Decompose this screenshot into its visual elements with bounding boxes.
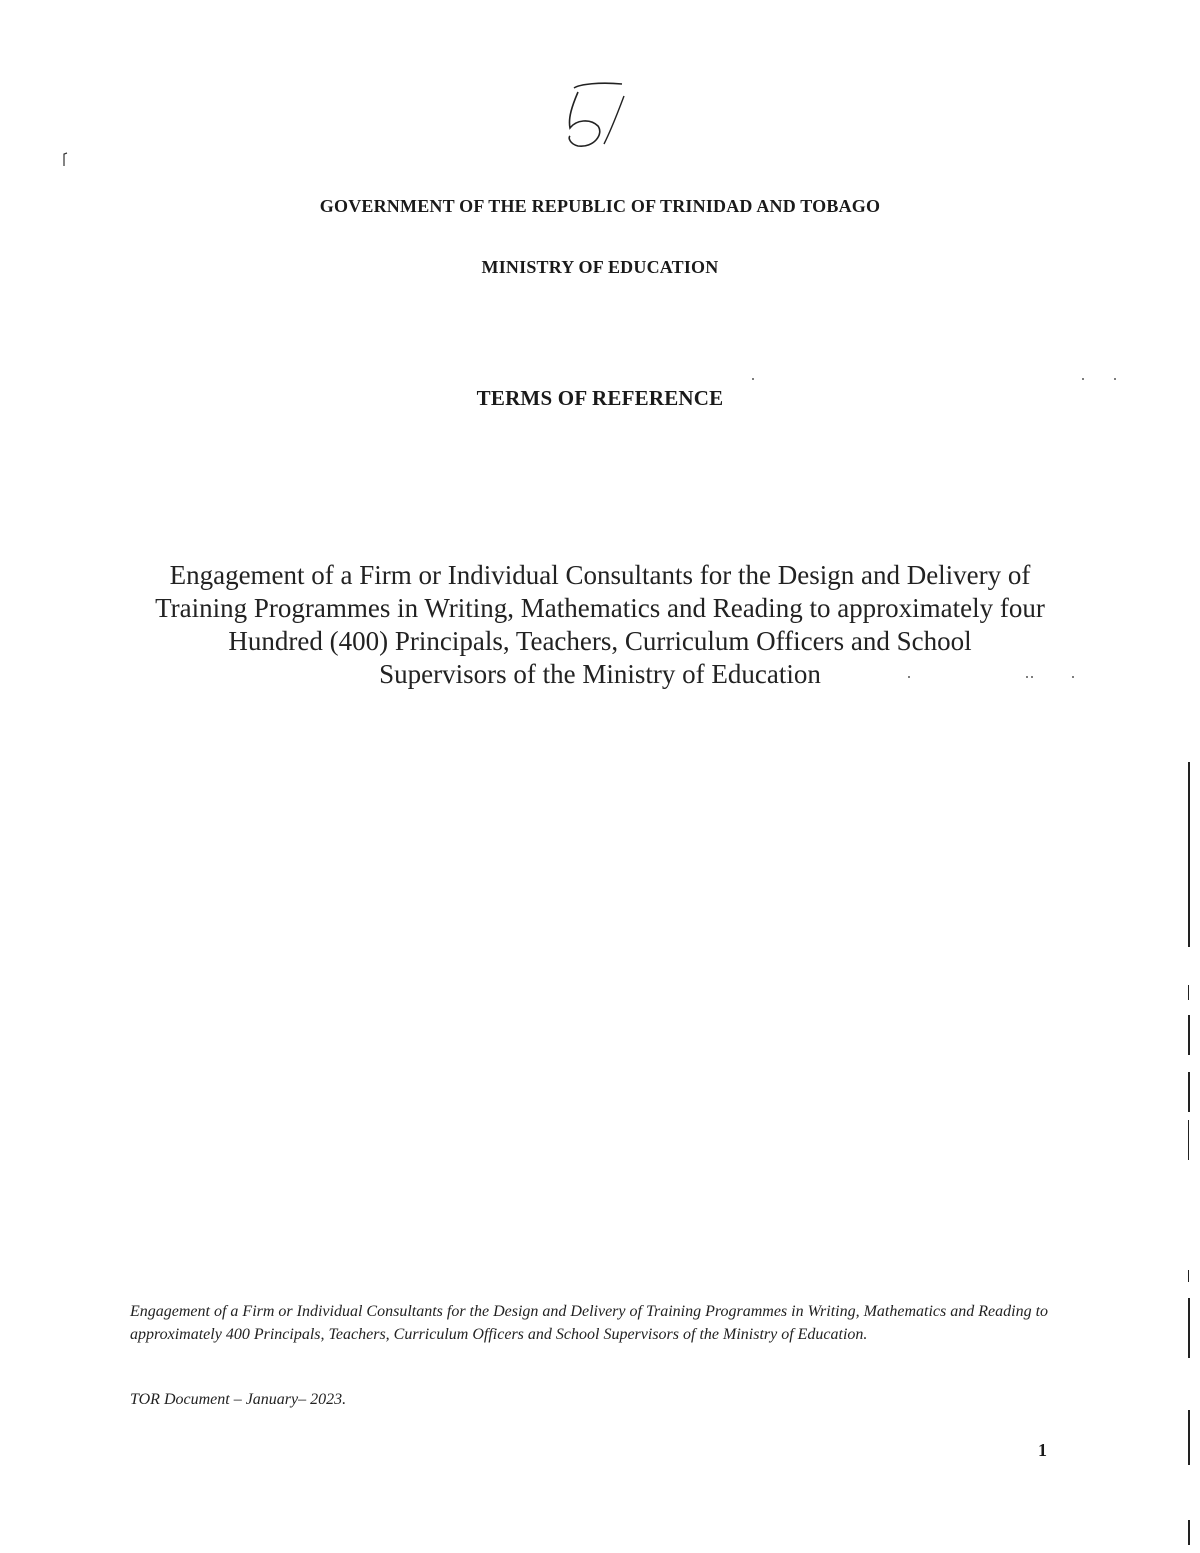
government-heading: GOVERNMENT OF THE REPUBLIC OF TRINIDAD AND TOBAGO: [319, 196, 881, 216]
scan-speck: [752, 378, 754, 380]
scan-edge-line: [1188, 1298, 1190, 1358]
scan-edge-line: [1188, 1015, 1190, 1055]
scan-speck: [1114, 378, 1116, 380]
scan-edge-line: [1188, 1120, 1189, 1160]
scan-edge-line: [1188, 1072, 1190, 1112]
scan-edge-line: [1188, 985, 1189, 1000]
scan-edge-line: [1188, 1520, 1190, 1545]
terms-of-reference-heading: TERMS OF REFERENCE: [476, 386, 724, 410]
scan-speck: [1031, 676, 1033, 678]
footer-description: Engagement of a Firm or Individual Consultants for the Design and Delivery of Training Programmes in Writing, Mathematics and Reading to approximately 400 Principals, Teachers, Curriculum Officers and School Supervisors of the Ministry of Education.: [130, 1303, 1049, 1343]
stray-scan-mark: [62, 150, 70, 168]
document-title: [120, 559, 1080, 691]
footer-document-reference: TOR Document – January– 2023.: [130, 1391, 347, 1408]
page-number: 1: [1038, 1440, 1047, 1460]
scan-speck: [1026, 676, 1028, 678]
handwritten-number-mark: [560, 78, 632, 156]
scan-speck: [1082, 378, 1084, 380]
title-line: Hundred (400) Principals, Teachers, Curriculum Officers and School: [228, 626, 972, 656]
title-line: Supervisors of the Ministry of Education: [379, 659, 821, 689]
scan-edge-line: [1188, 1410, 1190, 1465]
scan-edge-line: [1188, 762, 1190, 947]
title-line: Engagement of a Firm or Individual Consultants for the Design and Delivery of: [169, 560, 1031, 590]
scan-speck: [908, 676, 910, 678]
ministry-heading: MINISTRY OF EDUCATION: [481, 257, 719, 277]
scan-speck: [1072, 676, 1074, 678]
scan-edge-line: [1188, 1270, 1189, 1282]
title-line: Training Programmes in Writing, Mathematics and Reading to approximately four: [155, 593, 1045, 623]
